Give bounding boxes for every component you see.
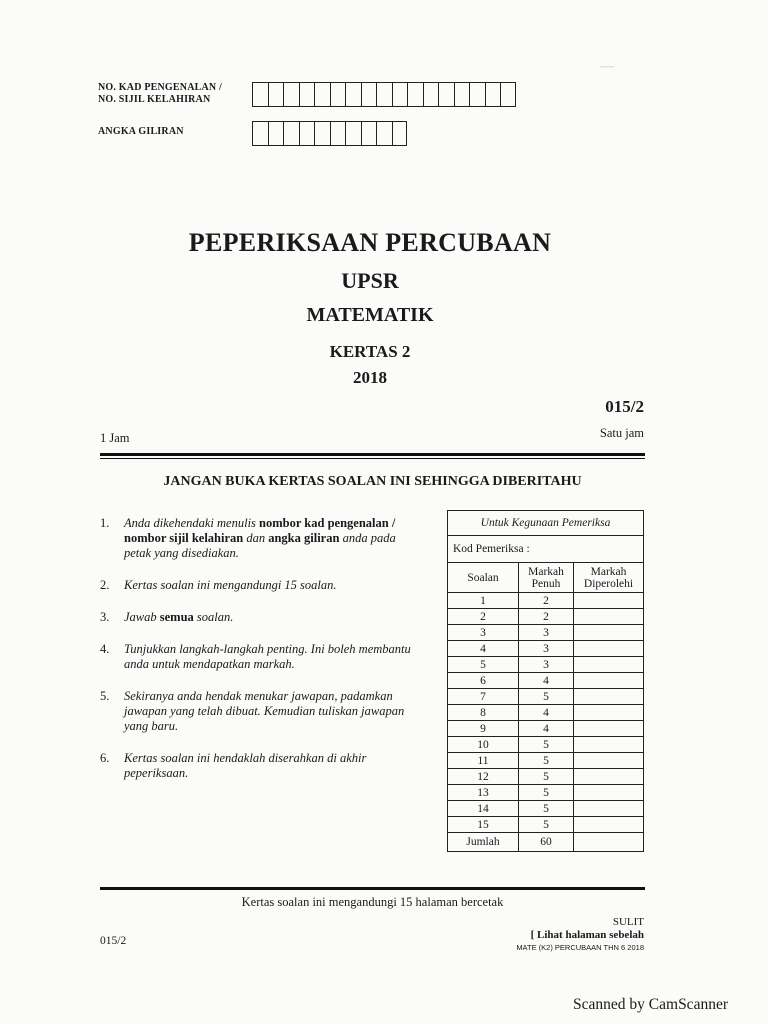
question-number-cell: 2 (448, 609, 519, 625)
instruction-text: Tunjukkan langkah-langkah penting. Ini boleh membantu anda untuk mendapatkan markah. (124, 642, 411, 671)
instruction-text: soalan. (193, 610, 234, 624)
duration-right: Satu jam (599, 426, 644, 440)
bleed-through-mark: ── (600, 62, 615, 73)
obtained-marks-cell[interactable] (574, 689, 644, 705)
instruction-number: 4. (100, 642, 110, 656)
obtained-marks-cell[interactable] (574, 769, 644, 785)
full-marks-cell: 4 (519, 721, 574, 737)
obtained-marks-cell[interactable] (574, 817, 644, 833)
full-marks-cell: 3 (519, 625, 574, 641)
instruction-text: Kertas soalan ini mengandungi 15 soalan. (124, 578, 337, 592)
question-number-cell: 8 (448, 705, 519, 721)
instruction-text: Anda dikehendaki menulis (124, 516, 260, 530)
total-obtained-cell[interactable] (574, 833, 644, 852)
table-row (448, 785, 644, 801)
divider-bottom (100, 887, 645, 890)
total-row (448, 833, 644, 852)
divider-top-thick (100, 453, 645, 456)
table-row (448, 625, 644, 641)
instruction-item (100, 610, 425, 625)
table-row (448, 753, 644, 769)
full-marks-cell: 5 (519, 769, 574, 785)
col-obtained-line-2: Diperolehi (583, 577, 634, 590)
table-row (448, 657, 644, 673)
ic-label-line-1: NO. KAD PENGENALAN / (98, 82, 223, 93)
question-number-cell: 1 (448, 593, 519, 609)
paper-reference: MATE (K2) PERCUBAAN THN 6 2018 (516, 943, 644, 952)
question-number-cell: 6 (448, 673, 519, 689)
instruction-number: 3. (100, 610, 110, 624)
table-row (448, 769, 644, 785)
question-number-cell: 3 (448, 625, 519, 641)
ic-label-line-2: NO. SIJIL KELAHIRAN (98, 94, 211, 105)
next-page-note: [ Lihat halaman sebelah (530, 929, 644, 941)
table-row (448, 817, 644, 833)
full-marks-cell: 4 (519, 673, 574, 689)
full-marks-cell: 2 (519, 593, 574, 609)
instruction-item (100, 516, 425, 561)
instruction-text: dan (243, 531, 269, 545)
question-number-cell: 9 (448, 721, 519, 737)
full-marks-cell: 2 (519, 609, 574, 625)
instruction-item (100, 642, 425, 672)
col-full-marks-line-2: Penuh (531, 577, 561, 590)
paper-number: KERTAS 2 (329, 342, 411, 361)
table-row (448, 593, 644, 609)
paper-code: 015/2 (605, 397, 644, 416)
question-number-cell: 15 (448, 817, 519, 833)
duration-left: 1 Jam (100, 431, 130, 445)
table-row (448, 721, 644, 737)
obtained-marks-cell[interactable] (574, 753, 644, 769)
table-row (448, 641, 644, 657)
table-row (448, 609, 644, 625)
index-label: ANGKA GILIRAN (98, 126, 184, 137)
total-label: Jumlah (448, 833, 519, 852)
col-full-marks-line-1: Markah (528, 565, 564, 578)
full-marks-cell: 5 (519, 817, 574, 833)
table-heading: Untuk Kegunaan Pemeriksa (448, 511, 644, 536)
footer-paper-code: 015/2 (100, 935, 127, 947)
subject-title: MATEMATIK (306, 304, 434, 326)
obtained-marks-cell[interactable] (574, 801, 644, 817)
full-marks-cell: 5 (519, 785, 574, 801)
total-value: 60 (519, 833, 574, 852)
obtained-marks-cell[interactable] (574, 641, 644, 657)
col-obtained-line-1: Markah (590, 565, 627, 578)
question-number-cell: 11 (448, 753, 519, 769)
ic-number-boxes[interactable] (252, 82, 516, 107)
instruction-number: 6. (100, 751, 110, 765)
instruction-text: anda pada petak yang disediakan. (124, 531, 396, 560)
instruction-number: 5. (100, 689, 110, 703)
instruction-item (100, 689, 425, 734)
full-marks-cell: 3 (519, 657, 574, 673)
instruction-text: Jawab (124, 610, 160, 624)
full-marks-cell: 4 (519, 705, 574, 721)
col-full-marks-header (519, 563, 574, 593)
full-marks-cell: 5 (519, 753, 574, 769)
question-number-cell: 14 (448, 801, 519, 817)
obtained-marks-cell[interactable] (574, 657, 644, 673)
table-row (448, 737, 644, 753)
instruction-bold: semua (159, 610, 194, 624)
instruction-number: 1. (100, 516, 110, 530)
obtained-marks-cell[interactable] (574, 705, 644, 721)
instruction-bold: angka giliran (268, 531, 340, 545)
obtained-marks-cell[interactable] (574, 609, 644, 625)
question-number-cell: 10 (448, 737, 519, 753)
instruction-item (100, 578, 425, 593)
exam-title: PEPERIKSAAN PERCUBAAN (188, 228, 552, 257)
instruction-item (100, 751, 425, 781)
instruction-bold: nombor kad pengenalan / nombor sijil kelahiran (124, 516, 396, 545)
paper-year: 2018 (353, 368, 387, 387)
exam-name: UPSR (341, 268, 399, 293)
divider-top-thin (100, 458, 645, 459)
sulit-label: SULIT (612, 916, 644, 928)
instruction-number: 2. (100, 578, 110, 592)
obtained-marks-cell[interactable] (574, 673, 644, 689)
examiner-marks-table (447, 510, 644, 852)
instruction-text: Sekiranya anda hendak menukar jawapan, padamkan jawapan yang telah dibuat. Kemudian tuliskan jawapan yang baru. (124, 689, 405, 733)
table-row (448, 801, 644, 817)
obtained-marks-cell[interactable] (574, 593, 644, 609)
full-marks-cell: 5 (519, 737, 574, 753)
question-number-cell: 4 (448, 641, 519, 657)
full-marks-cell: 5 (519, 801, 574, 817)
question-number-cell: 5 (448, 657, 519, 673)
table-row (448, 689, 644, 705)
examiner-code-field[interactable]: Kod Pemeriksa : (448, 536, 644, 563)
full-marks-cell: 5 (519, 689, 574, 705)
table-row (448, 673, 644, 689)
col-question-header: Soalan (448, 563, 519, 593)
scanner-watermark: Scanned by CamScanner (573, 996, 728, 1013)
question-number-cell: 13 (448, 785, 519, 801)
obtained-marks-cell[interactable] (574, 785, 644, 801)
table-row (448, 705, 644, 721)
question-number-cell: 12 (448, 769, 519, 785)
instruction-text: Kertas soalan ini hendaklah diserahkan di akhir peperiksaan. (124, 751, 367, 780)
obtained-marks-cell[interactable] (574, 737, 644, 753)
index-number-boxes[interactable] (252, 121, 407, 146)
page-count-note: Kertas soalan ini mengandungi 15 halaman bercetak (241, 895, 504, 909)
full-marks-cell: 3 (519, 641, 574, 657)
warning-banner: JANGAN BUKA KERTAS SOALAN INI SEHINGGA DIBERITAHU (163, 474, 582, 489)
obtained-marks-cell[interactable] (574, 625, 644, 641)
col-obtained-header (574, 563, 644, 593)
instructions-list (100, 516, 425, 798)
ic-label (98, 82, 222, 106)
obtained-marks-cell[interactable] (574, 721, 644, 737)
question-number-cell: 7 (448, 689, 519, 705)
